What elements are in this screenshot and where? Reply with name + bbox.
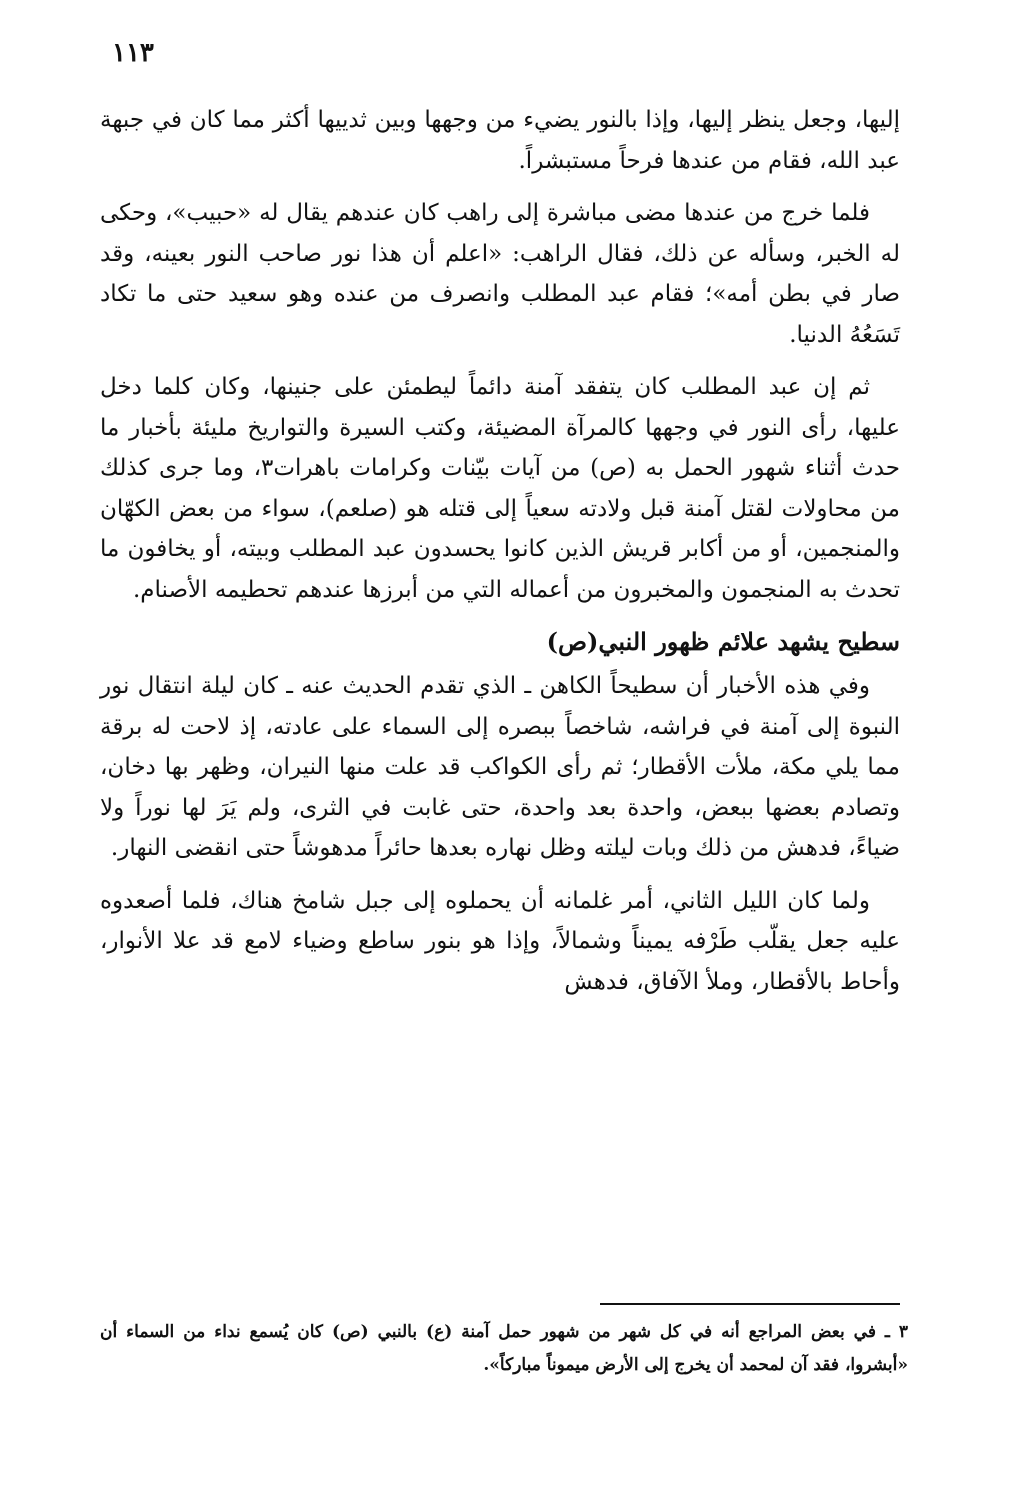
footnote: ٣ ـ في بعض المراجع أنه في كل شهر من شهور حمل آمنة (ع) بالنبي (ص) كان يُسمع نداء من السماء أن «أبشروا، فقد آن لمحمد أن يخرج إلى الأرض ميموناً مباركاً». (100, 1322, 908, 1375)
paragraph: وفي هذه الأخبار أن سطيحاً الكاهن ـ الذي تقدم الحديث عنه ـ كان ليلة انتقال نور النبوة إلى آمنة في فراشه، شاخصاً ببصره إلى السماء على عادته، إذ لاحت له برقة مما يلي مكة، ملأت الأقطار؛ ثم رأى الكواكب قد علت منها النيران، وظهر بها دخان، وتصادم بعضها ببعض، واحدة بعد واحدة، حتى غابت في الثرى، ولم يَرَ لها نوراً ولا ضياءً، فدهش من ذلك وبات ليلته وظل نهاره بعدها حائراً مدهوشاً حتى انقضى النهار. (100, 673, 900, 861)
paragraph: ثم إن عبد المطلب كان يتفقد آمنة دائماً ليطمئن على جنينها، وكان كلما دخل عليها، رأى النور في وجهها كالمرآة المضيئة، وكتب السيرة والتواريخ مليئة بأخبار ما حدث أثناء شهور الحمل به (ص) من آيات بيّنات وكرامات باهرات٣، وما جرى كذلك من محاولات لقتل آمنة قبل ولادته سعياً إلى قتله هو (صلعم)، سواء من بعض الكهّان والمنجمين، أو من أكابر قريش الذين كانوا يحسدون عبد المطلب وبيته، أو يخافون ما تحدث به المنجمون والمخبرون من أعماله التي من أبرزها عندهم تحطيمه الأصنام. (100, 374, 900, 603)
paragraph: ولما كان الليل الثاني، أمر غلمانه أن يحملوه إلى جبل شامخ هناك، فلما أصعدوه عليه جعل يقلّب طَرْفه يميناً وشمالاً، وإذا هو بنور ساطع وضياء لامع قد علا الأنوار، وأحاط بالأقطار، وملأ الآفاق، فدهش (100, 887, 900, 995)
main-text (100, 100, 900, 1014)
page-number: ١١٣ (112, 38, 154, 68)
paragraph: إليها، وجعل ينظر إليها، وإذا بالنور يضيء من وجهها وبين ثدييها أكثر مما كان في جبهة عبد الله، فقام من عندها فرحاً مستبشراً. (100, 107, 900, 174)
footnote-divider (600, 1303, 900, 1305)
section-heading: سطيح يشهد علائم ظهور النبي(ص) (546, 627, 900, 656)
paragraph: فلما خرج من عندها مضى مباشرة إلى راهب كان عندهم يقال له «حبيب»، وحكى له الخبر، وسأله عن ذلك، فقال الراهب: «اعلم أن هذا نور صاحب النور بعينه، وقد صار في بطن أمه»؛ فقام عبد المطلب وانصرف من عنده وهو سعيد حتى ما تكاد تَسَعُهُ الدنيا. (100, 200, 900, 348)
